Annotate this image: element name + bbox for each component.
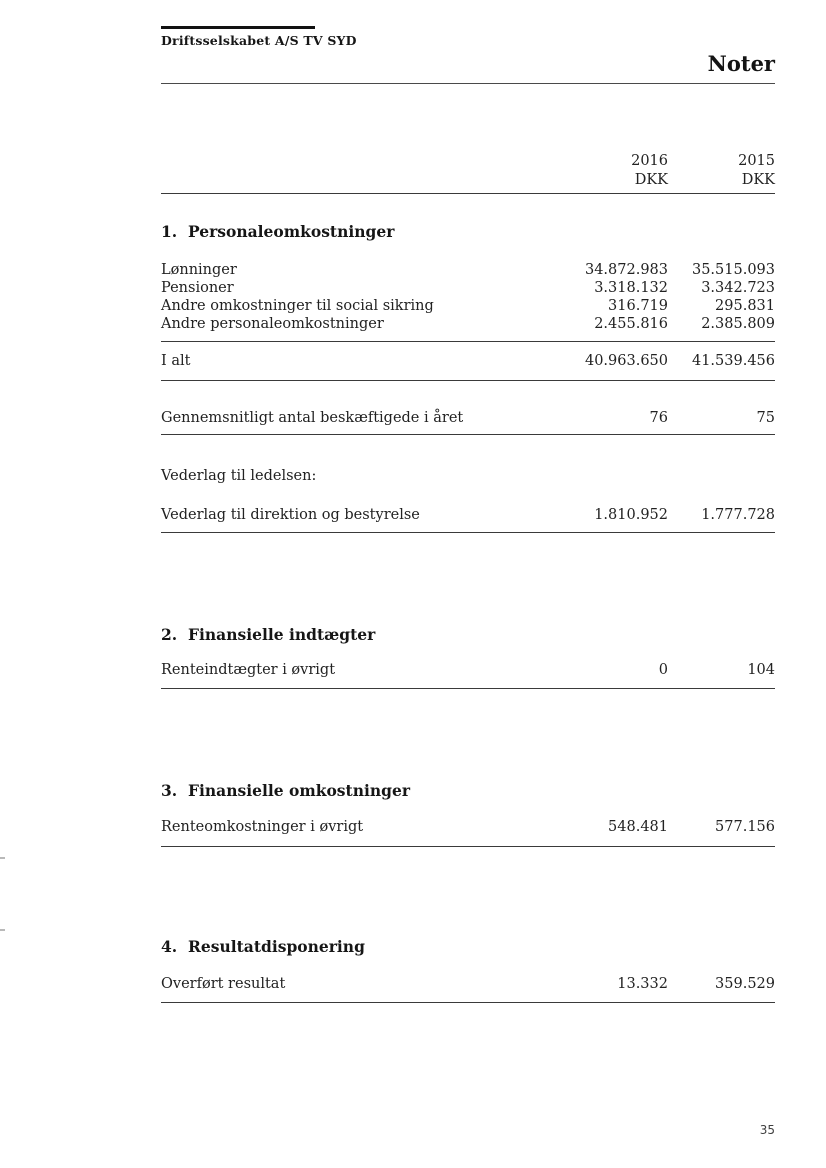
col-2015-unit: DKK bbox=[741, 172, 775, 188]
total-top-rule bbox=[161, 341, 775, 342]
scan-artifact bbox=[0, 857, 5, 859]
row-value-2015: 35.515.093 bbox=[691, 262, 775, 278]
table-row-interest-expenses bbox=[161, 818, 775, 836]
page-number: 35 bbox=[759, 1123, 775, 1137]
row-label: Renteomkostninger i øvrigt bbox=[161, 819, 364, 835]
page-title: Noter bbox=[707, 51, 775, 76]
row-value-2015: 295.831 bbox=[715, 298, 775, 314]
row-value-2015: 359.529 bbox=[715, 976, 775, 992]
row-value-2016: 34.872.983 bbox=[584, 262, 668, 278]
spacer bbox=[161, 152, 548, 170]
section-4-heading bbox=[161, 937, 365, 956]
section-1-title: Personaleomkostninger bbox=[188, 222, 395, 241]
column-unit-header bbox=[161, 171, 775, 189]
table-row-other-staff-costs bbox=[161, 315, 775, 333]
row-label: Vederlag til direktion og bestyrelse bbox=[161, 507, 420, 523]
section-2-rule bbox=[161, 688, 775, 689]
table-row-employees bbox=[161, 409, 775, 427]
col-2016-unit: DKK bbox=[634, 172, 668, 188]
section-4-number: 4. bbox=[161, 937, 178, 956]
table-row-pensions bbox=[161, 279, 775, 297]
row-value-2016: 13.332 bbox=[617, 976, 668, 992]
row-label: Overført resultat bbox=[161, 976, 286, 992]
section-4-title: Resultatdisponering bbox=[188, 937, 365, 956]
row-label: Andre omkostninger til social sikring bbox=[161, 298, 434, 314]
row-label: Gennemsnitligt antal beskæftigede i året bbox=[161, 410, 464, 426]
total-value-2015: 41.539.456 bbox=[691, 353, 775, 369]
section-1-number: 1. bbox=[161, 222, 178, 241]
section-2-heading bbox=[161, 625, 375, 644]
header-divider bbox=[161, 83, 775, 84]
row-value-2015: 577.156 bbox=[715, 819, 775, 835]
row-value-2016: 0 bbox=[658, 662, 668, 678]
total-bottom-rule bbox=[161, 380, 775, 381]
company-name: Driftsselskabet A/S TV SYD bbox=[161, 33, 357, 48]
section-3-heading bbox=[161, 781, 410, 800]
total-label: I alt bbox=[161, 353, 191, 369]
row-value-2016: 316.719 bbox=[608, 298, 668, 314]
row-value-2015: 104 bbox=[747, 662, 775, 678]
management-rule bbox=[161, 532, 775, 533]
row-value-2016: 76 bbox=[649, 410, 668, 426]
column-header-divider bbox=[161, 193, 775, 194]
row-value-2016: 3.318.132 bbox=[594, 280, 668, 296]
row-label: Renteindtægter i øvrigt bbox=[161, 662, 336, 678]
row-value-2016: 548.481 bbox=[608, 819, 668, 835]
row-value-2016: 1.810.952 bbox=[594, 507, 668, 523]
scan-artifact bbox=[0, 929, 5, 931]
row-value-2015: 2.385.809 bbox=[701, 316, 775, 332]
section-3-number: 3. bbox=[161, 781, 178, 800]
row-value-2015: 3.342.723 bbox=[701, 280, 775, 296]
total-value-2016: 40.963.650 bbox=[584, 353, 668, 369]
table-row-management bbox=[161, 506, 775, 524]
row-label: Andre personaleomkostninger bbox=[161, 316, 384, 332]
row-value-2015: 1.777.728 bbox=[701, 507, 775, 523]
section-1-heading bbox=[161, 222, 394, 241]
section-3-title: Finansielle omkostninger bbox=[188, 781, 410, 800]
row-label: Pensioner bbox=[161, 280, 234, 296]
table-row-total bbox=[161, 352, 775, 370]
col-2016-year: 2016 bbox=[631, 153, 668, 169]
spacer bbox=[161, 171, 548, 189]
employees-rule bbox=[161, 434, 775, 435]
section-4-rule bbox=[161, 1002, 775, 1003]
row-value-2016: 2.455.816 bbox=[594, 316, 668, 332]
section-2-title: Finansielle indtægter bbox=[188, 625, 376, 644]
table-row-salaries bbox=[161, 261, 775, 279]
row-value-2015: 75 bbox=[756, 410, 775, 426]
table-row-social-security bbox=[161, 297, 775, 315]
table-row-retained-earnings bbox=[161, 975, 775, 993]
management-remuneration-heading: Vederlag til ledelsen: bbox=[161, 468, 317, 484]
row-label: Lønninger bbox=[161, 262, 237, 278]
letterhead-rule bbox=[161, 26, 315, 29]
section-2-number: 2. bbox=[161, 625, 178, 644]
table-row-interest-income bbox=[161, 661, 775, 679]
col-2015-year: 2015 bbox=[738, 153, 775, 169]
section-3-rule bbox=[161, 846, 775, 847]
column-year-header bbox=[161, 152, 775, 170]
